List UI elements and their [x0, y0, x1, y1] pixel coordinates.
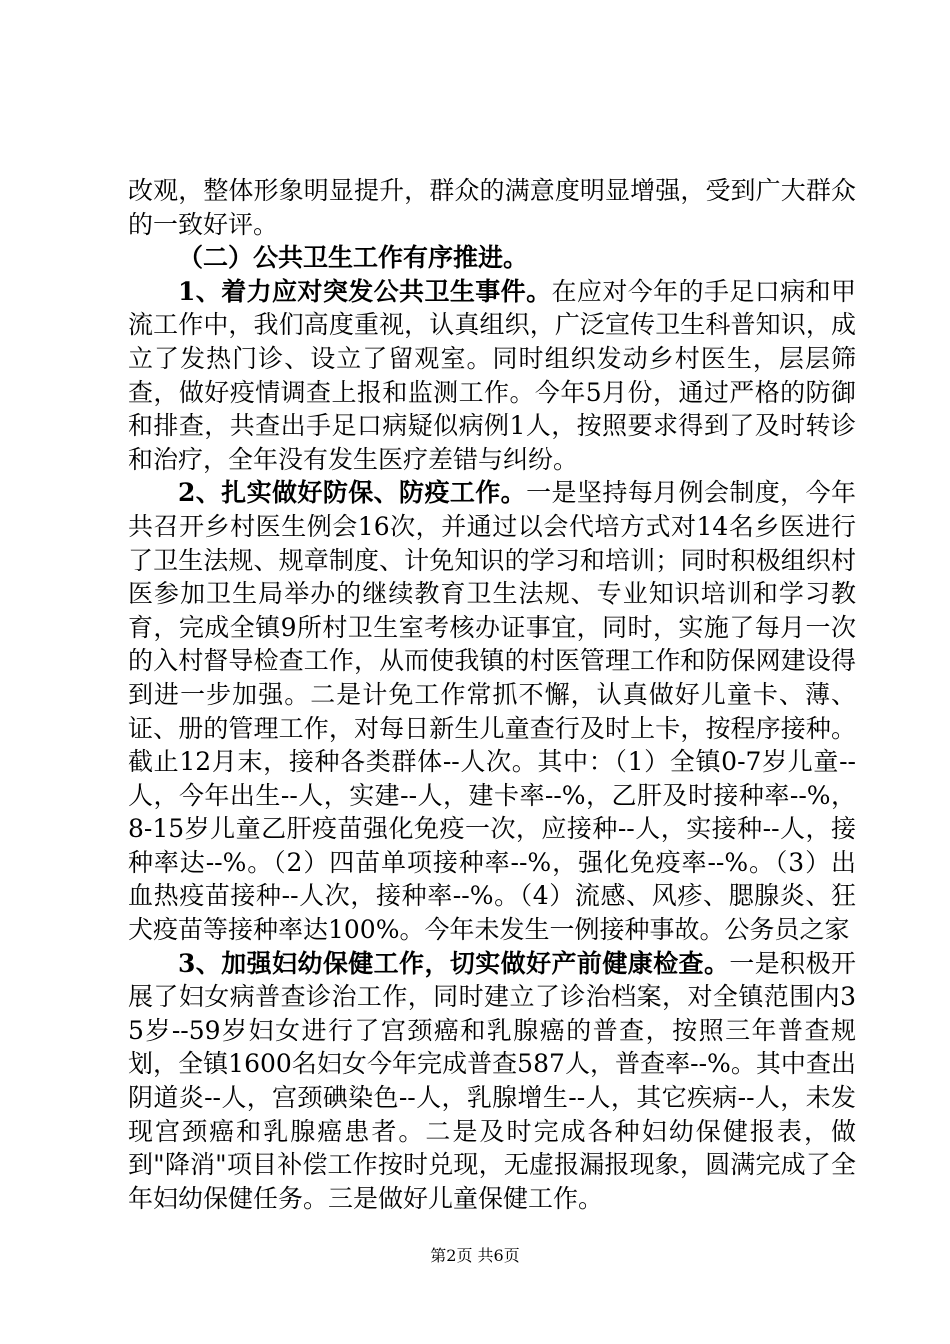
document-body [128, 174, 856, 1215]
paragraph-lead: 1、着力应对突发公共卫生事件。 [178, 276, 552, 306]
paragraph-lead: 3、加强妇幼保健工作，切实做好产前健康检查。 [178, 948, 730, 978]
paragraph-text: 改观，整体形象明显提升，群众的满意度明显增强，受到广大群众的一致好评。 [128, 176, 856, 239]
paragraph-item-1 [128, 275, 856, 477]
paragraph-text: 在应对今年的手足口病和甲流工作中，我们高度重视，认真组织，广泛宣传卫生科普知识，成立了发热门诊、设立了留观室。同时组织发动乡村医生，层层筛查，做好疫情调查上报和监测工作。今年5月份，通过严格的防御和排查，共查出手足口病疑似病例1人，按照要求得到了及时转诊和治疗，全年没有发生医疗差错与纠纷。 [128, 276, 856, 474]
page-number: 第2页 共6页 [430, 1246, 520, 1265]
paragraph-item-3 [128, 947, 856, 1216]
paragraph-item-2 [128, 476, 856, 946]
paragraph-text: 一是坚持每月例会制度，今年共召开乡村医生例会16次，并通过以会代培方式对14名乡医进行了卫生法规、规章制度、计免知识的学习和培训；同时积极组织村医参加卫生局举办的继续教育卫生法规、专业知识培训和学习教育，完成全镇9所村卫生室考核办证事宜，同时，实施了每月一次的入村督导检查工作，从而使我镇的村医管理工作和防保网建设得到进一步加强。二是计免工作常抓不懈，认真做好儿童卡、薄、证、册的管理工作，对每日新生儿童查行及时上卡，按程序接种。截止12月末，接种各类群体--人次。其中：（1）全镇0-7岁儿童--人，今年出生--人，实建--人，建卡率--%，乙肝及时接种率--%，8-15岁儿童乙肝疫苗强化免疫一次，应接种--人，实接种--人，接种率达--%。（2）四苗单项接种率--%，强化免疫率--%。（3）出血热疫苗接种--人次，接种率--%。（4）流感、风疹、腮腺炎、狂犬疫苗等接种率达100%。今年未发生一例接种事故。公务员之家 [128, 478, 856, 945]
section-heading [128, 241, 856, 275]
paragraph-text: 一是积极开展了妇女病普查诊治工作，同时建立了诊治档案，对全镇范围内35岁--59岁妇女进行了宫颈癌和乳腺癌的普查，按照三年普查规划，全镇1600名妇女今年完成普查587人，普查率--%。其中查出阴道炎--人，宫颈碘染色--人，乳腺增生--人，其它疾病--人，未发现宫颈癌和乳腺癌患者。二是及时完成各种妇幼保健报表，做到"降消"项目补偿工作按时兑现，无虚报漏报现象，圆满完成了全年妇幼保健任务。三是做好儿童保健工作。 [128, 948, 856, 1213]
section-heading-text: （二）公共卫生工作有序推进。 [178, 243, 529, 273]
paragraph-intro [128, 174, 856, 241]
page-footer [0, 1243, 950, 1266]
paragraph-lead: 2、扎实做好防保、防疫工作。 [178, 478, 527, 508]
